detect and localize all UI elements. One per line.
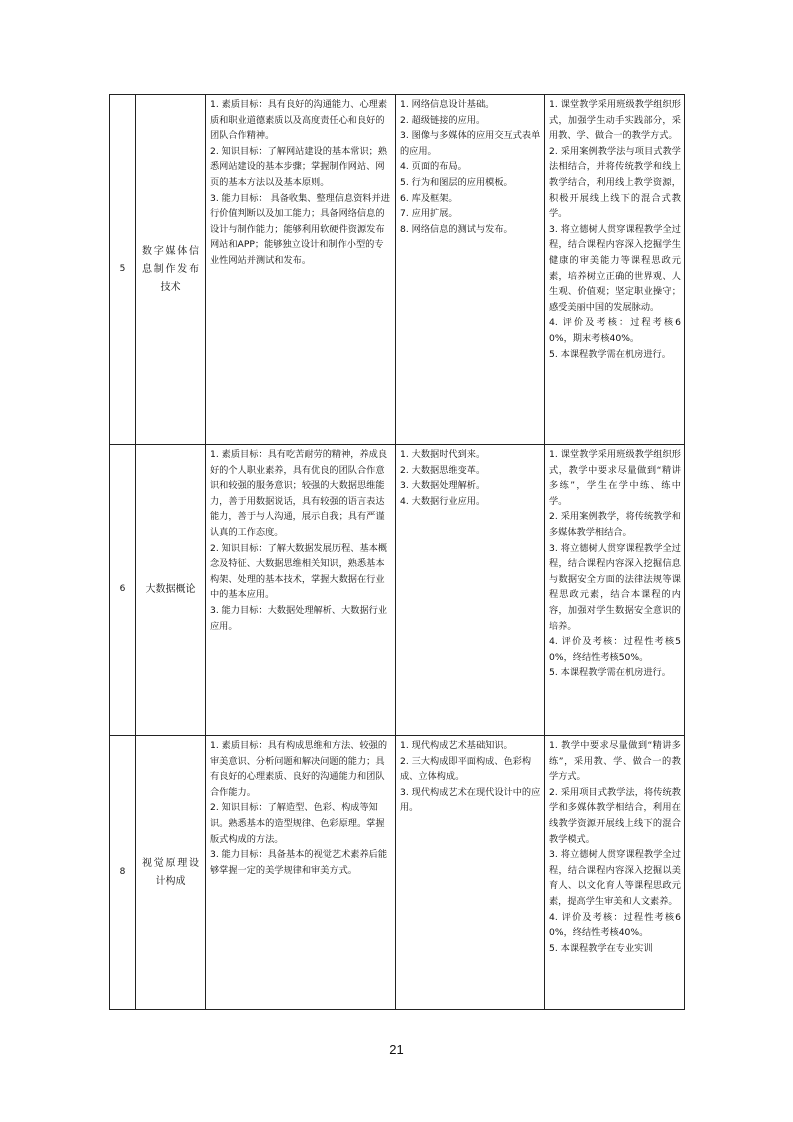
course-number: 6 xyxy=(110,445,136,736)
content-item: 5. 行为和图层的应用模板。 xyxy=(400,176,513,188)
course-name: 视觉原理设计构成 xyxy=(136,736,206,1010)
course-number: 8 xyxy=(110,736,136,1010)
objective-item: 1. 素质目标：具有吃苦耐劳的精神，养成良好的个人职业素养，具有优良的团队合作意识和较强的服务意识；较强的大数据思维能力，善于用数据说话，具有较强的语言表达能力，善于与人沟通，展示自我；具有严谨认真的工作态度。 xyxy=(210,449,388,538)
objective-item: 3. 能力目标： 具备收集、整理信息资料并进行价值判断以及加工能力；具备网络信息的设计与制作能力；能够利用软硬件资源发布网站和APP；能够独立设计和制作小型的专业性网站并测试和发布。 xyxy=(210,192,390,266)
content-item: 3. 现代构成艺术在现代设计中的应用。 xyxy=(400,786,541,814)
method-item: 3. 将立德树人贯穿课程教学全过程，结合课程内容深入挖掘信息与数据安全方面的法律法规等课程思政元素，结合本课程的内容，加强对学生数据安全意识的培养。 xyxy=(549,542,681,632)
course-name: 大数据概论 xyxy=(136,445,206,736)
course-number: 5 xyxy=(110,95,136,445)
method-item: 5. 本课程教学需在机房进行。 xyxy=(549,667,671,679)
method-item: 3. 将立德树人贯穿课程教学全过程，结合课程内容深入挖掘学生健康的审美能力等课程思政元素，培养树立正确的世界观、人生观、价值观；坚定职业操守；感受美丽中国的发展脉动。 xyxy=(549,223,681,313)
method-item: 2. 采用案例教学法与项目式教学法相结合，并将传统教学和线上教学结合，利用线上教学资源，积极开展线上线下的混合式教学。 xyxy=(549,145,681,220)
method-item: 4. 评价及考核：过程性考核50%，终结性考核50%。 xyxy=(549,636,681,663)
method-item: 2. 采用案例教学，将传统教学和多媒体教学相结合。 xyxy=(549,511,681,538)
content-item: 7. 应用扩展。 xyxy=(400,208,458,220)
method-item: 1. 课堂教学采用班级教学组织形式，教学中要求尽量做到“精讲多练”，学生在学中练、练中学。 xyxy=(549,449,681,507)
method-item: 5. 本课程教学需在机房进行。 xyxy=(549,348,671,360)
objective-item: 2. 知识目标：了解大数据发展历程、基本概念及特征、大数据思维相关知识，熟悉基本构架、处理的基本技术，掌握大数据在行业中的基本应用。 xyxy=(210,542,388,601)
content-item: 4. 大数据行业应用。 xyxy=(400,495,486,507)
course-objectives xyxy=(206,736,396,1010)
objective-item: 2. 知识目标：了解造型、色彩、构成等知识。熟悉基本的造型规律、色彩原理。掌握版式构成的方法。 xyxy=(210,802,385,845)
method-item: 4. 评价及考核：过程考核60%，期末考核40%。 xyxy=(549,317,681,344)
content-item: 2. 超级链接的应用。 xyxy=(400,114,486,126)
course-objectives xyxy=(206,95,396,445)
content-item: 3. 大数据处理解析。 xyxy=(400,480,486,492)
course-contents xyxy=(396,445,545,736)
method-item: 5. 本课程教学在专业实训 xyxy=(549,942,653,954)
content-item: 8. 网络信息的测试与发布。 xyxy=(400,223,513,235)
course-methods xyxy=(545,445,685,736)
content-item: 1. 网络信息设计基础。 xyxy=(400,99,495,110)
content-item: 1. 大数据时代到来。 xyxy=(400,449,486,460)
table-row xyxy=(110,95,685,445)
course-objectives xyxy=(206,445,396,736)
table-row xyxy=(110,445,685,736)
method-item: 1. 教学中要求尽量做到“精讲多练”，采用教、学、做合一的教学方式。 xyxy=(549,740,681,783)
content-item: 2. 三大构成即平面构成、色彩构成、立体构成。 xyxy=(400,755,532,783)
content-item: 6. 库及框架。 xyxy=(400,192,458,204)
course-contents xyxy=(396,736,545,1010)
table-row xyxy=(110,736,685,1010)
objective-item: 1. 素质目标：具有良好的沟通能力、心理素质和职业道德素质以及高度责任心和良好的团队合作精神。 xyxy=(210,99,388,142)
course-methods xyxy=(545,95,685,445)
course-methods xyxy=(545,736,685,1010)
content-item: 3. 图像与多媒体的应用交互式表单的应用。 xyxy=(400,130,541,157)
course-name: 数字媒体信息制作发布技术 xyxy=(136,95,206,445)
objective-item: 3. 能力目标：具备基本的视觉艺术素养后能够掌握一定的美学规律和审美方式。 xyxy=(210,849,388,876)
content-item: 2. 大数据思维变革。 xyxy=(400,464,486,476)
course-table xyxy=(109,94,685,1010)
page-number: 21 xyxy=(389,1042,404,1057)
method-item: 3. 将立德树人贯穿课程教学全过程，结合课程内容深入挖掘以美育人、以文化育人等课程思政元素，提高学生审美和人文素养。 xyxy=(549,849,681,907)
method-item: 1. 课堂教学采用班级教学组织形式，加强学生动手实践部分，采用教、学、做合一的教学方式。 xyxy=(549,99,681,142)
course-contents xyxy=(396,95,545,445)
content-item: 1. 现代构成艺术基础知识。 xyxy=(400,740,513,751)
objective-item: 2. 知识目标：了解网站建设的基本常识；熟悉网站建设的基本步骤；掌握制作网站、网页的基本方法以及基本原则。 xyxy=(210,145,388,188)
objective-item: 1. 素质目标：具有构成思维和方法、较强的审美意识、分析问题和解决问题的能力；具有良好的心理素质、良好的沟通能力和团队合作能力。 xyxy=(210,740,388,798)
content-item: 4. 页面的布局。 xyxy=(400,161,467,173)
method-item: 4. 评价及考核：过程性考核60%，终结性考核40%。 xyxy=(549,911,681,939)
objective-item: 3. 能力目标：大数据处理解析、大数据行业应用。 xyxy=(210,604,388,632)
method-item: 2. 采用项目式教学法，将传统教学和多媒体教学相结合，利用在线教学资源开展线上线下的混合教学模式。 xyxy=(549,786,681,845)
